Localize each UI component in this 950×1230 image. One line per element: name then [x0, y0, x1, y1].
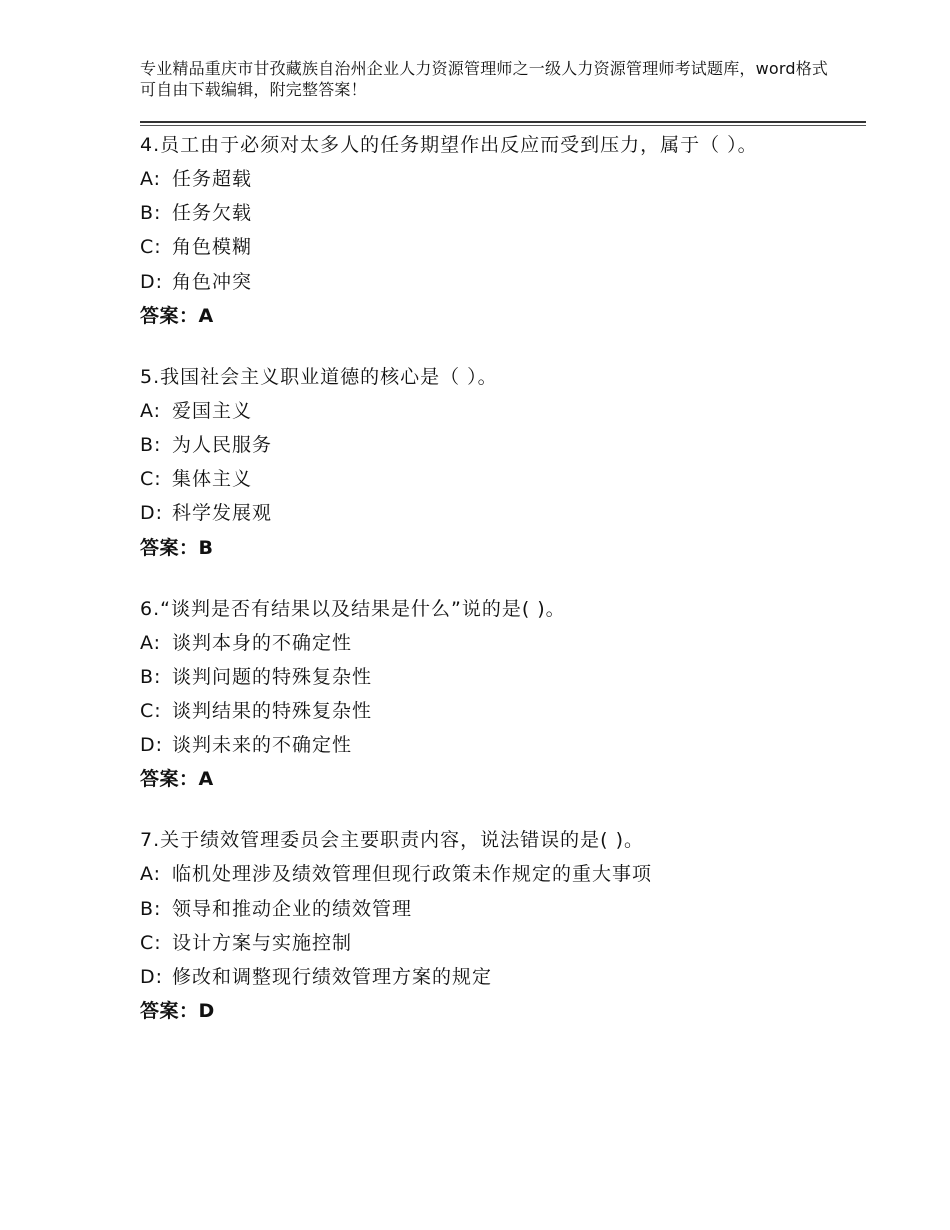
option-letter: A: — [140, 399, 162, 422]
option-text: 谈判本身的不确定性 — [172, 631, 353, 654]
option-a — [140, 394, 860, 428]
option-text: 角色冲突 — [172, 270, 253, 293]
option-letter: C: — [140, 468, 162, 491]
option-letter: A: — [140, 168, 162, 190]
option-c — [140, 926, 860, 960]
question-4 — [140, 128, 860, 333]
option-b — [140, 196, 860, 230]
option-letter: B: — [140, 434, 162, 457]
option-letter: A: — [140, 863, 162, 886]
option-letter: A: — [140, 631, 162, 654]
option-text: 科学发展观 — [172, 502, 273, 525]
option-text: 集体主义 — [172, 468, 253, 491]
option-a — [140, 857, 860, 891]
question-5 — [140, 360, 860, 565]
option-b — [140, 660, 860, 694]
question-list — [140, 128, 860, 1055]
option-text: 爱国主义 — [172, 399, 253, 422]
option-letter: C: — [140, 700, 162, 723]
option-text: 为人民服务 — [172, 434, 273, 457]
question-stem-text: 5.我国社会主义职业道德的核心是（ ）。 — [140, 365, 498, 388]
option-letter: C: — [140, 931, 162, 954]
option-letter: D: — [140, 270, 164, 293]
question-stem-text: 7.关于绩效管理委员会主要职责内容，说法错误的是( )。 — [140, 829, 644, 852]
option-text: 任务欠载 — [172, 202, 253, 225]
option-text: 谈判未来的不确定性 — [172, 734, 353, 757]
option-letter: D: — [140, 734, 164, 757]
option-text: 角色模糊 — [172, 236, 253, 259]
question-stem — [140, 592, 860, 626]
option-letter: D: — [140, 502, 164, 525]
option-b — [140, 892, 860, 926]
option-d — [140, 496, 860, 530]
option-d — [140, 265, 860, 299]
question-6 — [140, 592, 860, 797]
option-a — [140, 162, 860, 196]
option-d — [140, 728, 860, 762]
option-letter: B: — [140, 665, 162, 688]
option-text: 谈判结果的特殊复杂性 — [172, 700, 373, 723]
option-c — [140, 462, 860, 496]
option-text: 临机处理涉及绩效管理但现行政策未作规定的重大事项 — [172, 863, 653, 886]
option-text: 领导和推动企业的绩效管理 — [172, 897, 413, 920]
option-text: 修改和调整现行绩效管理方案的规定 — [172, 966, 493, 989]
option-text: 谈判问题的特殊复杂性 — [172, 665, 373, 688]
option-letter: C: — [140, 236, 162, 259]
option-letter: B: — [140, 202, 162, 225]
answer-label: 答案：A — [140, 768, 214, 791]
answer-label: 答案：D — [140, 1000, 215, 1023]
option-letter: D: — [140, 966, 164, 989]
header-divider-thin — [140, 125, 866, 126]
header-divider-thick — [140, 121, 866, 123]
option-text: 任务超载 — [172, 168, 253, 190]
question-7 — [140, 823, 860, 1028]
option-b — [140, 428, 860, 462]
question-stem — [140, 360, 860, 394]
question-stem-text: 4.员工由于必须对太多人的任务期望作出反应而受到压力，属于（ ）。 — [140, 134, 758, 156]
option-a — [140, 626, 860, 660]
document-header: 专业精品重庆市甘孜藏族自治州企业人力资源管理师之一级人力资源管理师考试题库，word格式可自由下载编辑，附完整答案！ — [140, 59, 829, 99]
question-stem — [140, 128, 860, 162]
option-d — [140, 960, 860, 994]
option-letter: B: — [140, 897, 162, 920]
answer-label: 答案：A — [140, 304, 214, 327]
option-c — [140, 230, 860, 264]
option-c — [140, 694, 860, 728]
answer-label: 答案：B — [140, 536, 214, 559]
option-text: 设计方案与实施控制 — [172, 931, 353, 954]
question-stem-text: 6.“谈判是否有结果以及结果是什么”说的是( )。 — [140, 597, 566, 620]
question-stem — [140, 823, 860, 857]
